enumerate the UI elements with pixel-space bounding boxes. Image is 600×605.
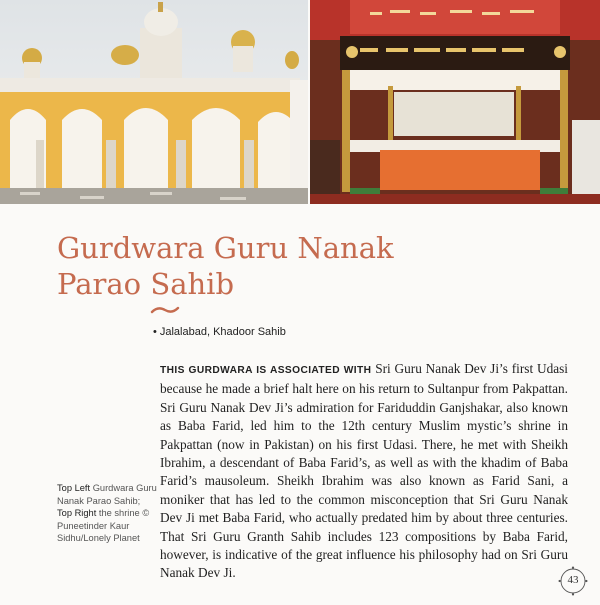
caption-credit: © Puneetinder Kaur Sidhu/Lonely Planet (57, 508, 150, 544)
article-body (160, 360, 568, 583)
title-line-2: Parao Sahib (57, 267, 235, 301)
location-text: Jalalabad, Khadoor Sahib (159, 326, 286, 338)
gurdwara-exterior-photo (0, 0, 308, 204)
location-line (153, 326, 286, 338)
article-lead: THIS GURDWARA IS ASSOCIATED WITH (160, 365, 372, 376)
photo-strip (0, 0, 600, 204)
bullet-icon: • (153, 326, 157, 338)
tilde-ornament-icon (150, 305, 180, 315)
title-line-1: Gurdwara Guru Nanak (57, 231, 394, 265)
caption-label-top-left: Top Left (57, 483, 91, 493)
caption-text-top-left: Gurdwara Guru Nanak Parao Sahib; (57, 483, 157, 506)
page-number: 43 (567, 574, 579, 586)
caption-label-top-right: Top Right (57, 508, 97, 519)
page-title (57, 230, 477, 302)
page-number-badge (558, 566, 588, 596)
article-body-text: Sri Guru Nanak Dev Ji’s first Udasi because he made a brief halt here on his return to Sultanpur from Pakpattan. Sri Guru Nanak Dev Ji’s admiration for Fariduddin Ganjshakar, also known as Baba Farid, led him to the 12th century Muslim mystic’s shrine in Pakpattan (now in Pakistan) on his first Udasi. There, he met with Sheikh Ibrahim, a descendant of Baba Farid’s, as well as with the khadim of Baba Farid’s mausoleum. Sheikh Ibrahim was also known as Farid Sani, a moniker that has led to the common misconception that Sri Guru Nanak Dev Ji met Baba Farid, who actually predated him by about three centuries. That Sri Guru Granth Sahib includes 123 compositions by Baba Farid, however, is indicative of the great influence his philosophy had on Sri Guru Nanak Dev Ji. (160, 361, 569, 581)
photo-caption (57, 482, 157, 545)
gurdwara-interior-photo (310, 0, 600, 204)
caption-text-top-right: the shrine (98, 508, 140, 519)
